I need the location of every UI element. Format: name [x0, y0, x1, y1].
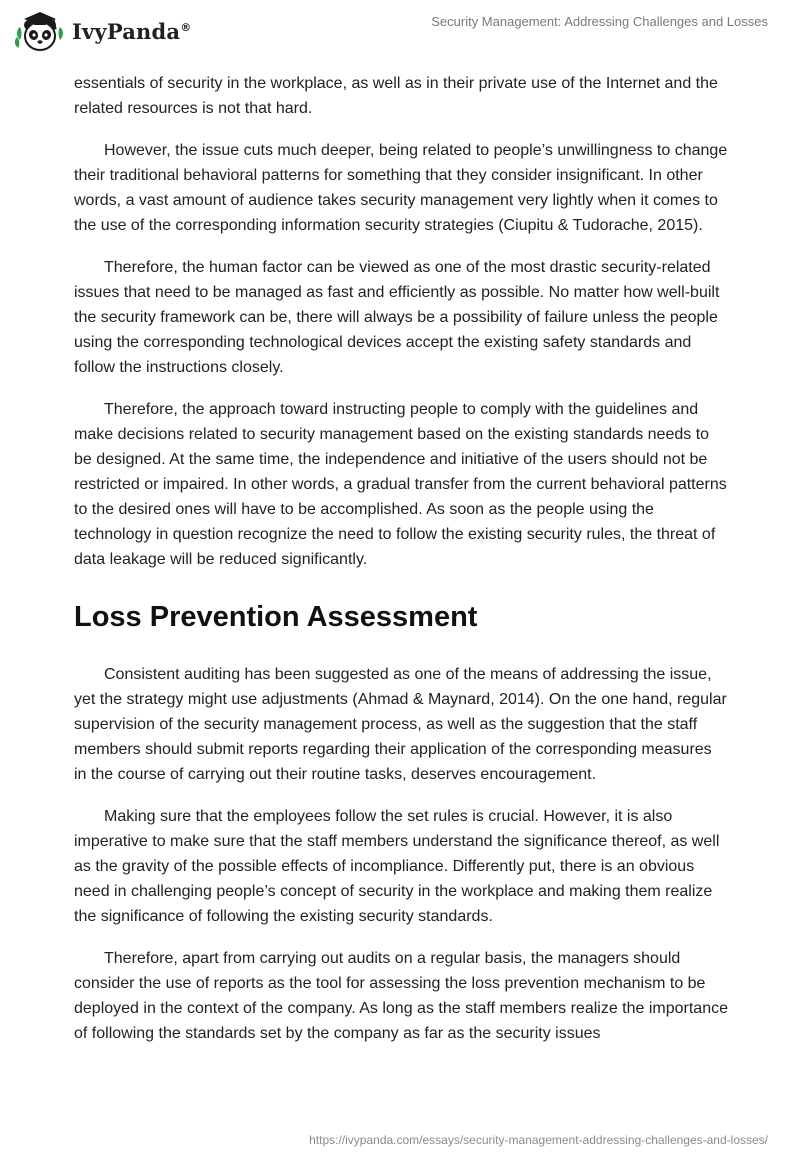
paragraph-4: Therefore, the approach toward instructing people to comply with the guidelines and make decisions related to security management based on the existing standards needs to be designed. At the same time, the independence and initiative of the users should not be restricted or impaired. In other words, a gradual transfer from the current behavioral patterns to the desired ones will have to be accomplished. As soon as the people using the technology in question recognize the need to follow the existing security rules, the threat of data leakage will be reduced significantly.	[74, 401, 727, 568]
source-url[interactable]: https://ivypanda.com/essays/security-management-addressing-challenges-and-losses/	[309, 1133, 768, 1147]
essay-content	[74, 71, 728, 1063]
paragraph-7: Therefore, apart from carrying out audits on a regular basis, the managers should consider the use of reports as the tool for assessing the loss prevention mechanism to be deployed in the context of the company. As long as the staff members realize the importance of following the standards set by the company as far as the security issues	[74, 950, 728, 1042]
paragraph-1: essentials of security in the workplace, as well as in their private use of the Internet and the related resources is not that hard.	[74, 75, 718, 117]
ivypanda-logo[interactable]	[14, 10, 191, 54]
brand-name: IvyPanda®	[72, 18, 192, 44]
registered-mark: ®	[180, 20, 192, 34]
paragraph-2: However, the issue cuts much deeper, being related to people’s unwillingness to change their traditional behavioral patterns for something that they consider insignificant. In other words, a vast amount of audience takes security management very lightly when it comes to the use of the corresponding information security strategies (Ciupitu & Tudorache, 2015).	[74, 142, 728, 234]
paragraph-5: Consistent auditing has been suggested as one of the means of addressing the issue, yet the strategy might use adjustments (Ahmad & Maynard, 2014). On the one hand, regular supervision of the security management process, as well as the suggestion that the staff members should submit reports regarding their application of the corresponding measures in the course of carrying out their routine tasks, deserves encouragement.	[74, 666, 727, 783]
paragraph-6: Making sure that the employees follow the set rules is crucial. However, it is also imperative to make sure that the staff members understand the significance thereof, as well as the gravity of the possible effects of incompliance. Differently put, there is an obvious need in challenging people’s concept of security in the workplace and making them realize the significance of following the existing security standards.	[74, 808, 720, 925]
document-title: Security Management: Addressing Challenges and Losses	[431, 14, 768, 29]
page-header	[0, 0, 800, 70]
section-heading: Loss Prevention Assessment	[74, 601, 478, 633]
panda-logo-icon	[14, 10, 66, 54]
paragraph-3: Therefore, the human factor can be viewed as one of the most drastic security-related issues that need to be managed as fast and efficiently as possible. No matter how well-built the security framework can be, there will always be a possibility of failure unless the people using the corresponding technological devices accept the existing safety standards and follow the instructions closely.	[74, 259, 720, 376]
